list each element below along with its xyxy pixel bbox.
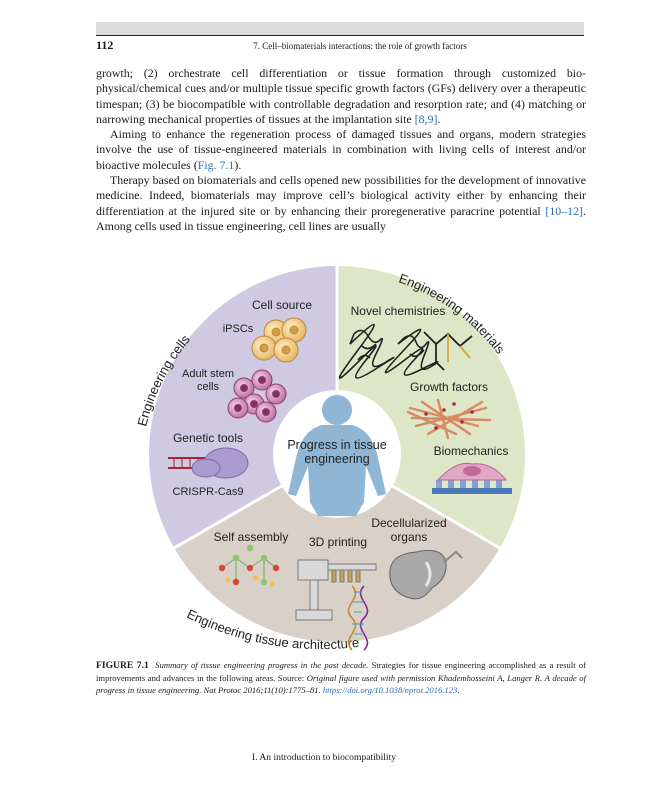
paragraph-2-end: ). (234, 157, 242, 172)
caption-title: Summary of tissue engineering progress in the past decade. (155, 660, 369, 670)
label-adult-stem-line2: cells (196, 381, 220, 393)
figure-link[interactable]: Fig. 7.1 (197, 157, 235, 172)
caption-end: . (457, 685, 460, 696)
paragraph-3 (96, 173, 586, 234)
footer-part-title: I. An introduction to biocompatibility (251, 752, 397, 763)
paragraph-3-end: . Among cells used in tissue engineering, cell lines are usually (96, 203, 586, 233)
center-title-line2: engineering (304, 452, 370, 466)
header-bar (96, 22, 584, 35)
label-biomechanics: Biomechanics (433, 444, 509, 458)
citation-10-12[interactable]: [10–12] (545, 203, 584, 218)
caption-text: Strategies for tissue engineering accomplished as a result of improvements and advances in the following areas. Source: (96, 660, 587, 684)
ring-label-cells: Engineering cells (134, 331, 193, 428)
label-crispr: CRISPR-Cas9 (172, 486, 244, 498)
label-growth-factors: Growth factors (409, 380, 489, 394)
label-self-assembly: Self assembly (213, 530, 289, 544)
label-cell-source: Cell source (251, 298, 313, 312)
page-number: 112 (96, 38, 114, 52)
label-ipscs: iPSCs (222, 323, 254, 335)
paragraph-2 (96, 127, 586, 173)
running-title: 7. Cell–biomaterials interactions: the role of growth factors (253, 41, 467, 51)
figure-caption (96, 659, 586, 697)
body-text (96, 66, 586, 234)
ring-label-architecture: Engineering tissue architecture (184, 606, 360, 652)
label-genetic-tools: Genetic tools (172, 431, 244, 445)
ring-label-materials: Engineering materials (396, 270, 508, 357)
label-novel-chemistries: Novel chemistries (350, 304, 446, 318)
caption-source: Original figure used with permission Khademhosseini A, Langer R. A decade of progress in tissue engineering. Nat Protoc 2016;11(10):1775–81. (96, 673, 586, 696)
doi-link[interactable]: https://doi.org/10.1038/nprot.2016.123 (322, 685, 458, 696)
figure-7-1 (126, 262, 546, 652)
center-title-line1: Progress in tissue (287, 438, 387, 452)
citation-8-9[interactable]: [8,9] (414, 111, 438, 126)
paragraph-1 (96, 66, 586, 127)
label-decellularized-line2: organs (390, 530, 428, 544)
label-3d-printing: 3D printing (308, 535, 368, 549)
paragraph-1-end: . (437, 111, 441, 126)
label-adult-stem-line1: Adult stem (182, 368, 234, 380)
label-decellularized-line1: Decellularized (371, 516, 447, 530)
paragraph-1-text: growth; (2) orchestrate cell differentiation or tissue formation through customized bio-physical/chemical cues and/or multiple tissue specific growth factors (GFs) delivery over a therapeutic timespan; (3) be biocompatible with controllable degradation and resorption rate; and (4) matching or narrowing mechanical properties of tissues at the implantation site (96, 66, 586, 126)
paragraph-2-text: Aiming to enhance the regeneration process of damaged tissues and organs, modern strategies involve the use of tissue-engineered materials in combination with living cells of interest and/or bioactive molecules ( (96, 127, 586, 172)
header-rule (96, 35, 584, 36)
paragraph-3-text: Therapy based on biomaterials and cells opened new possibilities for the development of innovative medicine. Indeed, biomaterials may improve cell’s biological activity either by enhancing their differentiation at the injured site or by enhancing their proregenerative paracrine potential (96, 173, 586, 218)
caption-label: FIGURE 7.1 (96, 660, 149, 671)
